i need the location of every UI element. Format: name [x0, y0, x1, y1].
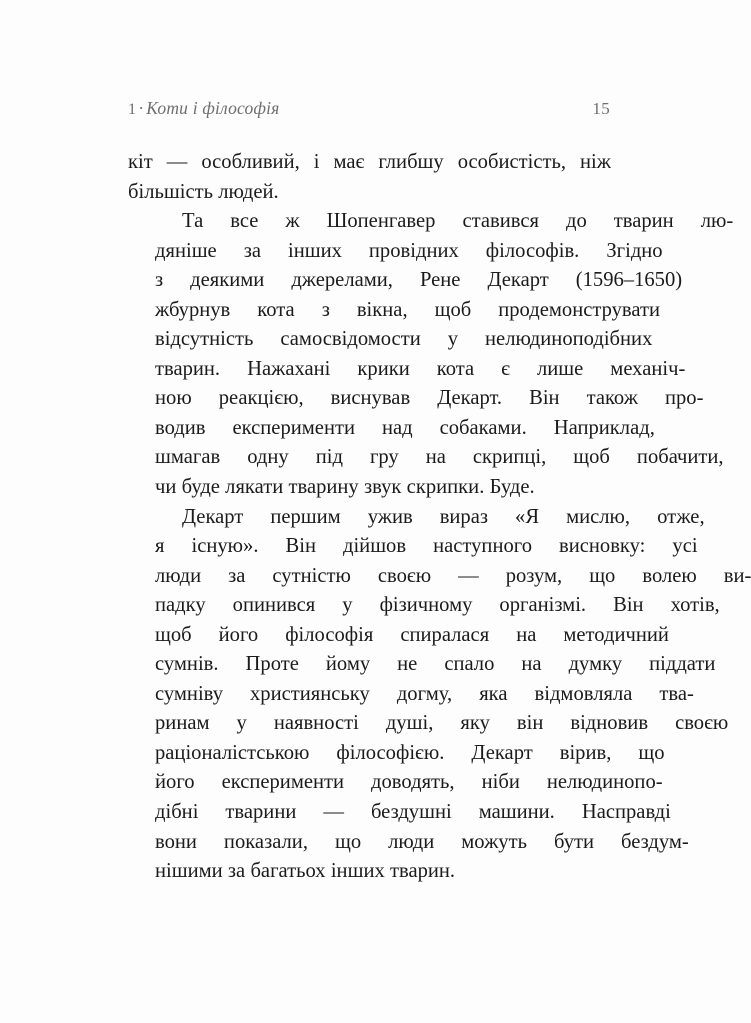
text-word: ж — [285, 210, 300, 233]
page-number: 15 — [592, 99, 610, 118]
text-word: — — [323, 801, 344, 824]
text-word: інших — [287, 239, 342, 262]
body-text-block — [128, 148, 751, 887]
text-word: опинився — [232, 594, 316, 617]
text-word: що — [334, 830, 362, 853]
text-word: ніж — [580, 151, 611, 173]
text-word: своєю — [675, 712, 729, 735]
text-word: що — [589, 564, 616, 587]
text-word: яку — [460, 712, 490, 735]
text-word: експерименти — [232, 416, 355, 439]
text-word: він — [516, 712, 544, 735]
text-word: Декарт — [182, 505, 244, 528]
text-word: Він — [613, 594, 644, 617]
text-word: гру — [369, 446, 399, 469]
text-line — [128, 325, 653, 355]
header-separator-dot: · — [138, 98, 145, 118]
text-line — [128, 503, 705, 533]
text-line: більшість людей. — [128, 180, 279, 203]
text-word: відмовляла — [534, 682, 633, 705]
text-word: бути — [554, 830, 595, 853]
text-line — [128, 384, 704, 414]
text-word: першим — [270, 505, 341, 528]
text-word: у — [447, 328, 459, 351]
text-word: під — [315, 446, 343, 469]
text-word: — — [166, 151, 188, 173]
text-line — [128, 798, 671, 828]
text-word: дібні — [155, 801, 199, 824]
text-word: лю- — [700, 210, 734, 233]
text-word: ви- — [723, 564, 751, 587]
text-word: наступного — [433, 535, 532, 558]
text-word: водив — [155, 416, 206, 439]
text-word: філософів. — [485, 239, 580, 262]
text-word: щоб — [573, 446, 610, 469]
text-word: вірив, — [559, 741, 612, 764]
text-word: я — [155, 535, 165, 558]
text-word: кота — [436, 357, 475, 380]
text-word: кота — [257, 298, 295, 321]
text-word: Наприклад, — [553, 416, 655, 439]
text-word: з — [321, 298, 330, 321]
text-word: виснував — [330, 387, 411, 410]
text-word: кіт — [128, 151, 153, 173]
text-word: (1596–1650) — [575, 269, 683, 292]
text-word: тварини — [225, 801, 297, 824]
text-word: піддати — [649, 653, 716, 676]
text-word: філософія — [285, 623, 374, 646]
text-word: висновку: — [559, 535, 646, 558]
text-word: собаками. — [439, 416, 527, 439]
text-word: усі — [672, 535, 698, 558]
text-word: сумніву — [155, 682, 223, 705]
text-word: Він — [529, 387, 560, 410]
text-line — [128, 207, 734, 237]
text-word: існую». — [191, 535, 259, 558]
text-line — [128, 621, 669, 651]
text-word: організмі. — [499, 594, 587, 617]
text-line — [128, 237, 663, 267]
text-line — [128, 296, 661, 326]
text-word: щоб — [155, 623, 192, 646]
text-word: глибшу — [378, 151, 444, 173]
text-word: за — [228, 564, 246, 587]
text-word: відновив — [570, 712, 649, 735]
text-line — [128, 591, 720, 621]
text-word: крики — [357, 357, 410, 380]
text-word: доводять, — [371, 771, 455, 794]
text-word: яка — [479, 682, 508, 705]
text-word: над — [381, 416, 413, 439]
text-word: тварин. — [155, 357, 221, 380]
text-word: на — [425, 446, 446, 469]
paragraph — [128, 207, 734, 502]
text-line — [128, 148, 611, 178]
text-word: на — [521, 653, 542, 676]
text-word: ринам — [155, 712, 210, 735]
header-chapter-title: Коти і філософія — [146, 98, 280, 118]
text-word: на — [516, 623, 537, 646]
text-word: у — [236, 712, 247, 735]
text-word: скрипці, — [472, 446, 547, 469]
text-line — [128, 739, 665, 769]
text-word: все — [230, 210, 259, 233]
text-word: душі, — [385, 712, 434, 735]
text-word: деякими — [190, 269, 265, 292]
text-word: не — [397, 653, 418, 676]
text-word: жбурнув — [155, 298, 231, 321]
paragraph — [128, 148, 611, 207]
text-word: Насправді — [581, 801, 671, 824]
text-word: тва- — [659, 682, 694, 705]
text-word: одну — [247, 446, 289, 469]
text-word: показали, — [223, 830, 308, 853]
text-word: джерелами, — [291, 269, 393, 292]
text-word: також — [586, 387, 638, 410]
text-line — [128, 355, 686, 385]
text-word: до — [565, 210, 587, 233]
text-word: шмагав — [155, 446, 221, 469]
text-word: про- — [664, 387, 704, 410]
text-word: і — [313, 151, 320, 173]
text-line — [128, 650, 716, 680]
text-word: що — [638, 741, 665, 764]
text-word: Та — [182, 210, 204, 233]
text-word: у — [342, 594, 353, 617]
text-word: Рене — [419, 269, 461, 292]
text-line — [128, 709, 729, 739]
text-word: є — [501, 357, 510, 380]
text-word: Він — [285, 535, 316, 558]
text-line — [128, 266, 683, 296]
text-word: самосвідомости — [280, 328, 421, 351]
text-word: люди — [388, 830, 435, 853]
text-word: дійшов — [342, 535, 407, 558]
text-word: ніби — [481, 771, 520, 794]
text-line — [128, 532, 698, 562]
text-word: падку — [155, 594, 206, 617]
text-word: розум, — [505, 564, 563, 587]
text-word: Декарт — [487, 269, 549, 292]
text-word: спало — [444, 653, 495, 676]
text-word: вираз — [439, 505, 489, 528]
text-word: з — [155, 269, 164, 292]
text-line: чи буде лякати тварину звук скрипки. Буде. — [155, 476, 535, 499]
text-word: механіч- — [610, 357, 686, 380]
text-word: фізичному — [379, 594, 473, 617]
text-word: вікна, — [356, 298, 408, 321]
text-word: мислю, — [566, 505, 631, 528]
text-word: спиралася — [400, 623, 490, 646]
text-word: особливий, — [201, 151, 300, 173]
text-word: ставився — [462, 210, 539, 233]
text-word: Шопенгавер — [326, 210, 436, 233]
text-word: Згідно — [606, 239, 663, 262]
text-word: бездушні — [370, 801, 452, 824]
text-word: отже, — [657, 505, 705, 528]
text-word: його — [155, 771, 195, 794]
text-word: християнську — [250, 682, 370, 705]
text-word: — — [458, 564, 479, 587]
text-word: експерименти — [221, 771, 345, 794]
text-word: ною — [155, 387, 192, 410]
text-word: догму, — [396, 682, 453, 705]
text-word: волею — [642, 564, 697, 587]
text-word: машини. — [478, 801, 555, 824]
text-word: продемонструвати — [498, 298, 661, 321]
text-word: Декарт — [471, 741, 533, 764]
text-line: нішими за багатьох інших тварин. — [155, 860, 456, 883]
text-word: можуть — [461, 830, 527, 853]
text-line — [128, 680, 694, 710]
text-word: лише — [536, 357, 584, 380]
text-word: філософією. — [336, 741, 445, 764]
text-word: його — [218, 623, 259, 646]
text-word: провідних — [368, 239, 459, 262]
text-word: вони — [155, 830, 197, 853]
header-chapter-number: 1 — [128, 101, 137, 118]
text-word: Нажахані — [247, 357, 331, 380]
text-word: нелюдинопо- — [546, 771, 663, 794]
text-line — [128, 443, 724, 473]
text-word: побачити, — [636, 446, 724, 469]
text-word: йому — [325, 653, 371, 676]
text-word: особистість, — [457, 151, 567, 173]
text-word: люди — [155, 564, 202, 587]
text-word: за — [243, 239, 261, 262]
text-line — [128, 828, 689, 858]
text-word: має — [333, 151, 365, 173]
text-word: нелюдиноподібних — [485, 328, 653, 351]
text-word: Декарт. — [437, 387, 503, 410]
text-word: щоб — [434, 298, 472, 321]
header-chapter-label — [128, 98, 280, 119]
text-word: думку — [568, 653, 623, 676]
text-word: тварин — [613, 210, 674, 233]
text-word: своєю — [377, 564, 432, 587]
text-word: раціоналістською — [155, 741, 310, 764]
text-word: ужив — [367, 505, 413, 528]
text-word: методичний — [563, 623, 669, 646]
text-word: дяніше — [155, 239, 217, 262]
text-line — [128, 414, 655, 444]
text-word: бездум- — [621, 830, 689, 853]
text-line — [128, 768, 663, 798]
text-word: сумнів. — [155, 653, 219, 676]
text-word: Проте — [245, 653, 299, 676]
text-word: відсутність — [155, 328, 254, 351]
text-line — [128, 562, 751, 592]
running-header — [128, 98, 610, 124]
text-word: хотів, — [670, 594, 720, 617]
text-word: реакцією, — [218, 387, 304, 410]
text-word: «Я — [515, 505, 540, 528]
paragraph — [128, 503, 751, 887]
text-word: сутністю — [272, 564, 351, 587]
text-word: наявності — [273, 712, 359, 735]
